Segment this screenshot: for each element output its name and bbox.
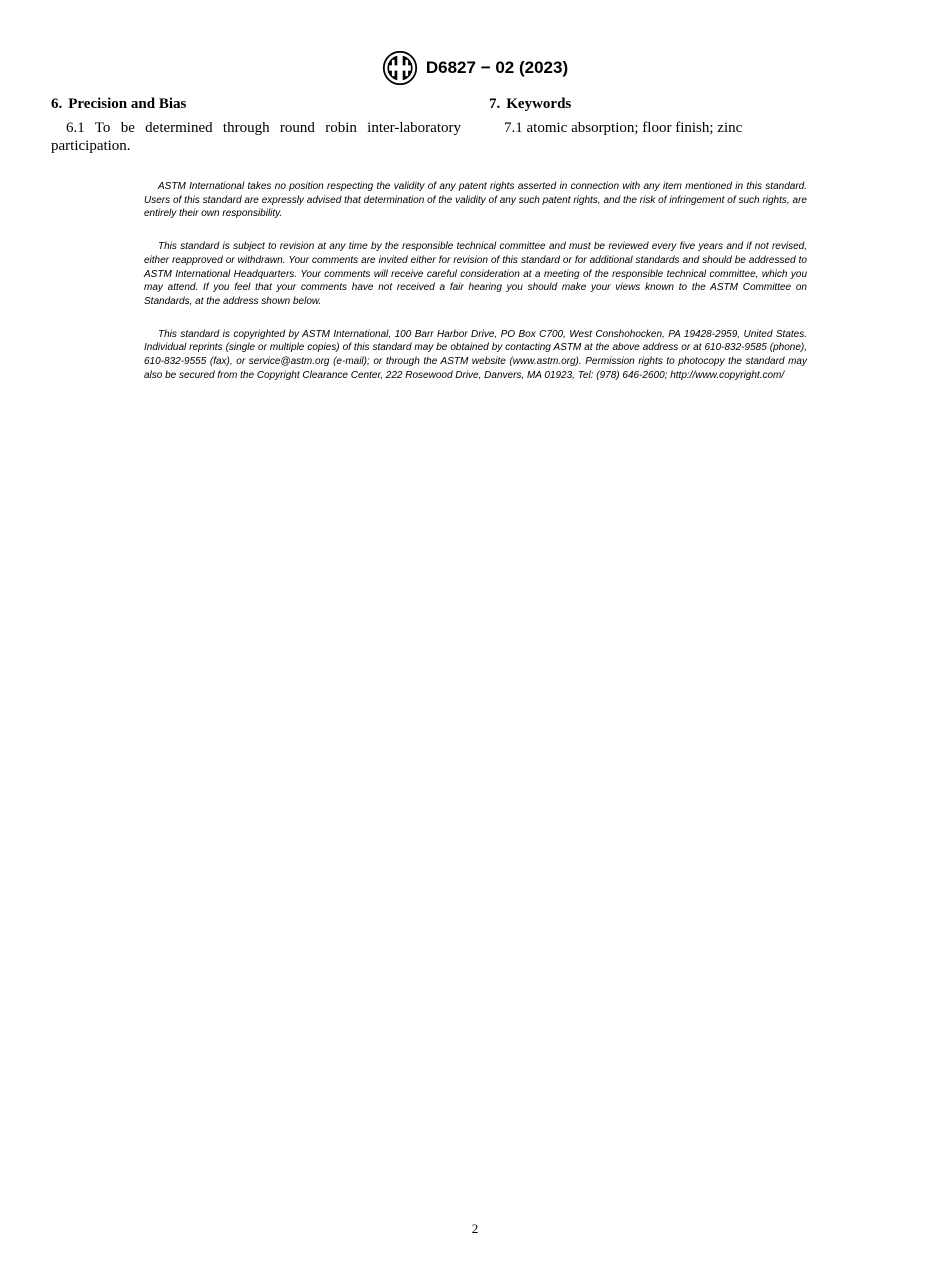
section-number: 7. [489, 96, 501, 112]
section-heading [51, 95, 461, 113]
astm-logo-icon [382, 50, 418, 86]
section-paragraph: 7.1 atomic absorption; floor finish; zinc [504, 120, 743, 136]
section-paragraph: 6.1 To be determined through round robin inter-laboratory participation. [51, 120, 461, 154]
page-header [0, 50, 950, 86]
patent-notice: ASTM International takes no position respecting the validity of any patent rights asserted in connection with any item mentioned in this standard. Users of this standard are expressly advised that determination of the validity of any such patent rights, and the risk of infringement of such rights, are entirely their own responsibility. [144, 181, 807, 220]
section-heading [489, 95, 899, 113]
page-number: 2 [471, 1221, 479, 1236]
section-precision-and-bias [51, 95, 461, 155]
astm-notices [144, 180, 807, 401]
section-title: Precision and Bias [68, 96, 187, 112]
revision-notice: This standard is subject to revision at any time by the responsible technical committee and must be reviewed every five years and if not revised, either reapproved or withdrawn. Your comments are invited either for revision of this standard or for additional standards and should be addressed to ASTM International Headquarters. Your comments will receive careful consideration at a meeting of the responsible technical committee, which you may attend. If you feel that your comments have not received a fair hearing you should make your views known to the ASTM Committee on Standards, at the address shown below. [144, 241, 807, 307]
copyright-notice: This standard is copyrighted by ASTM International, 100 Barr Harbor Drive, PO Box C700, West Conshohocken, PA 19428-2959, United States. Individual reprints (single or multiple copies) of this standard may be obtained by contacting ASTM at the above address or at 610-832-9585 (phone), 610-832-9555 (fax), or service@astm.org (e-mail); or through the ASTM website (www.astm.org). Permission rights to photocopy the standard may also be secured from the Copyright Clearance Center, 222 Rosewood Drive, Danvers, MA 01923, Tel: (978) 646-2600; http://www.copyright.com/ [144, 328, 807, 381]
section-number: 6. [51, 96, 63, 112]
document-designation: D6827 − 02 (2023) [425, 58, 569, 77]
section-title: Keywords [506, 96, 572, 112]
section-keywords [489, 95, 899, 137]
